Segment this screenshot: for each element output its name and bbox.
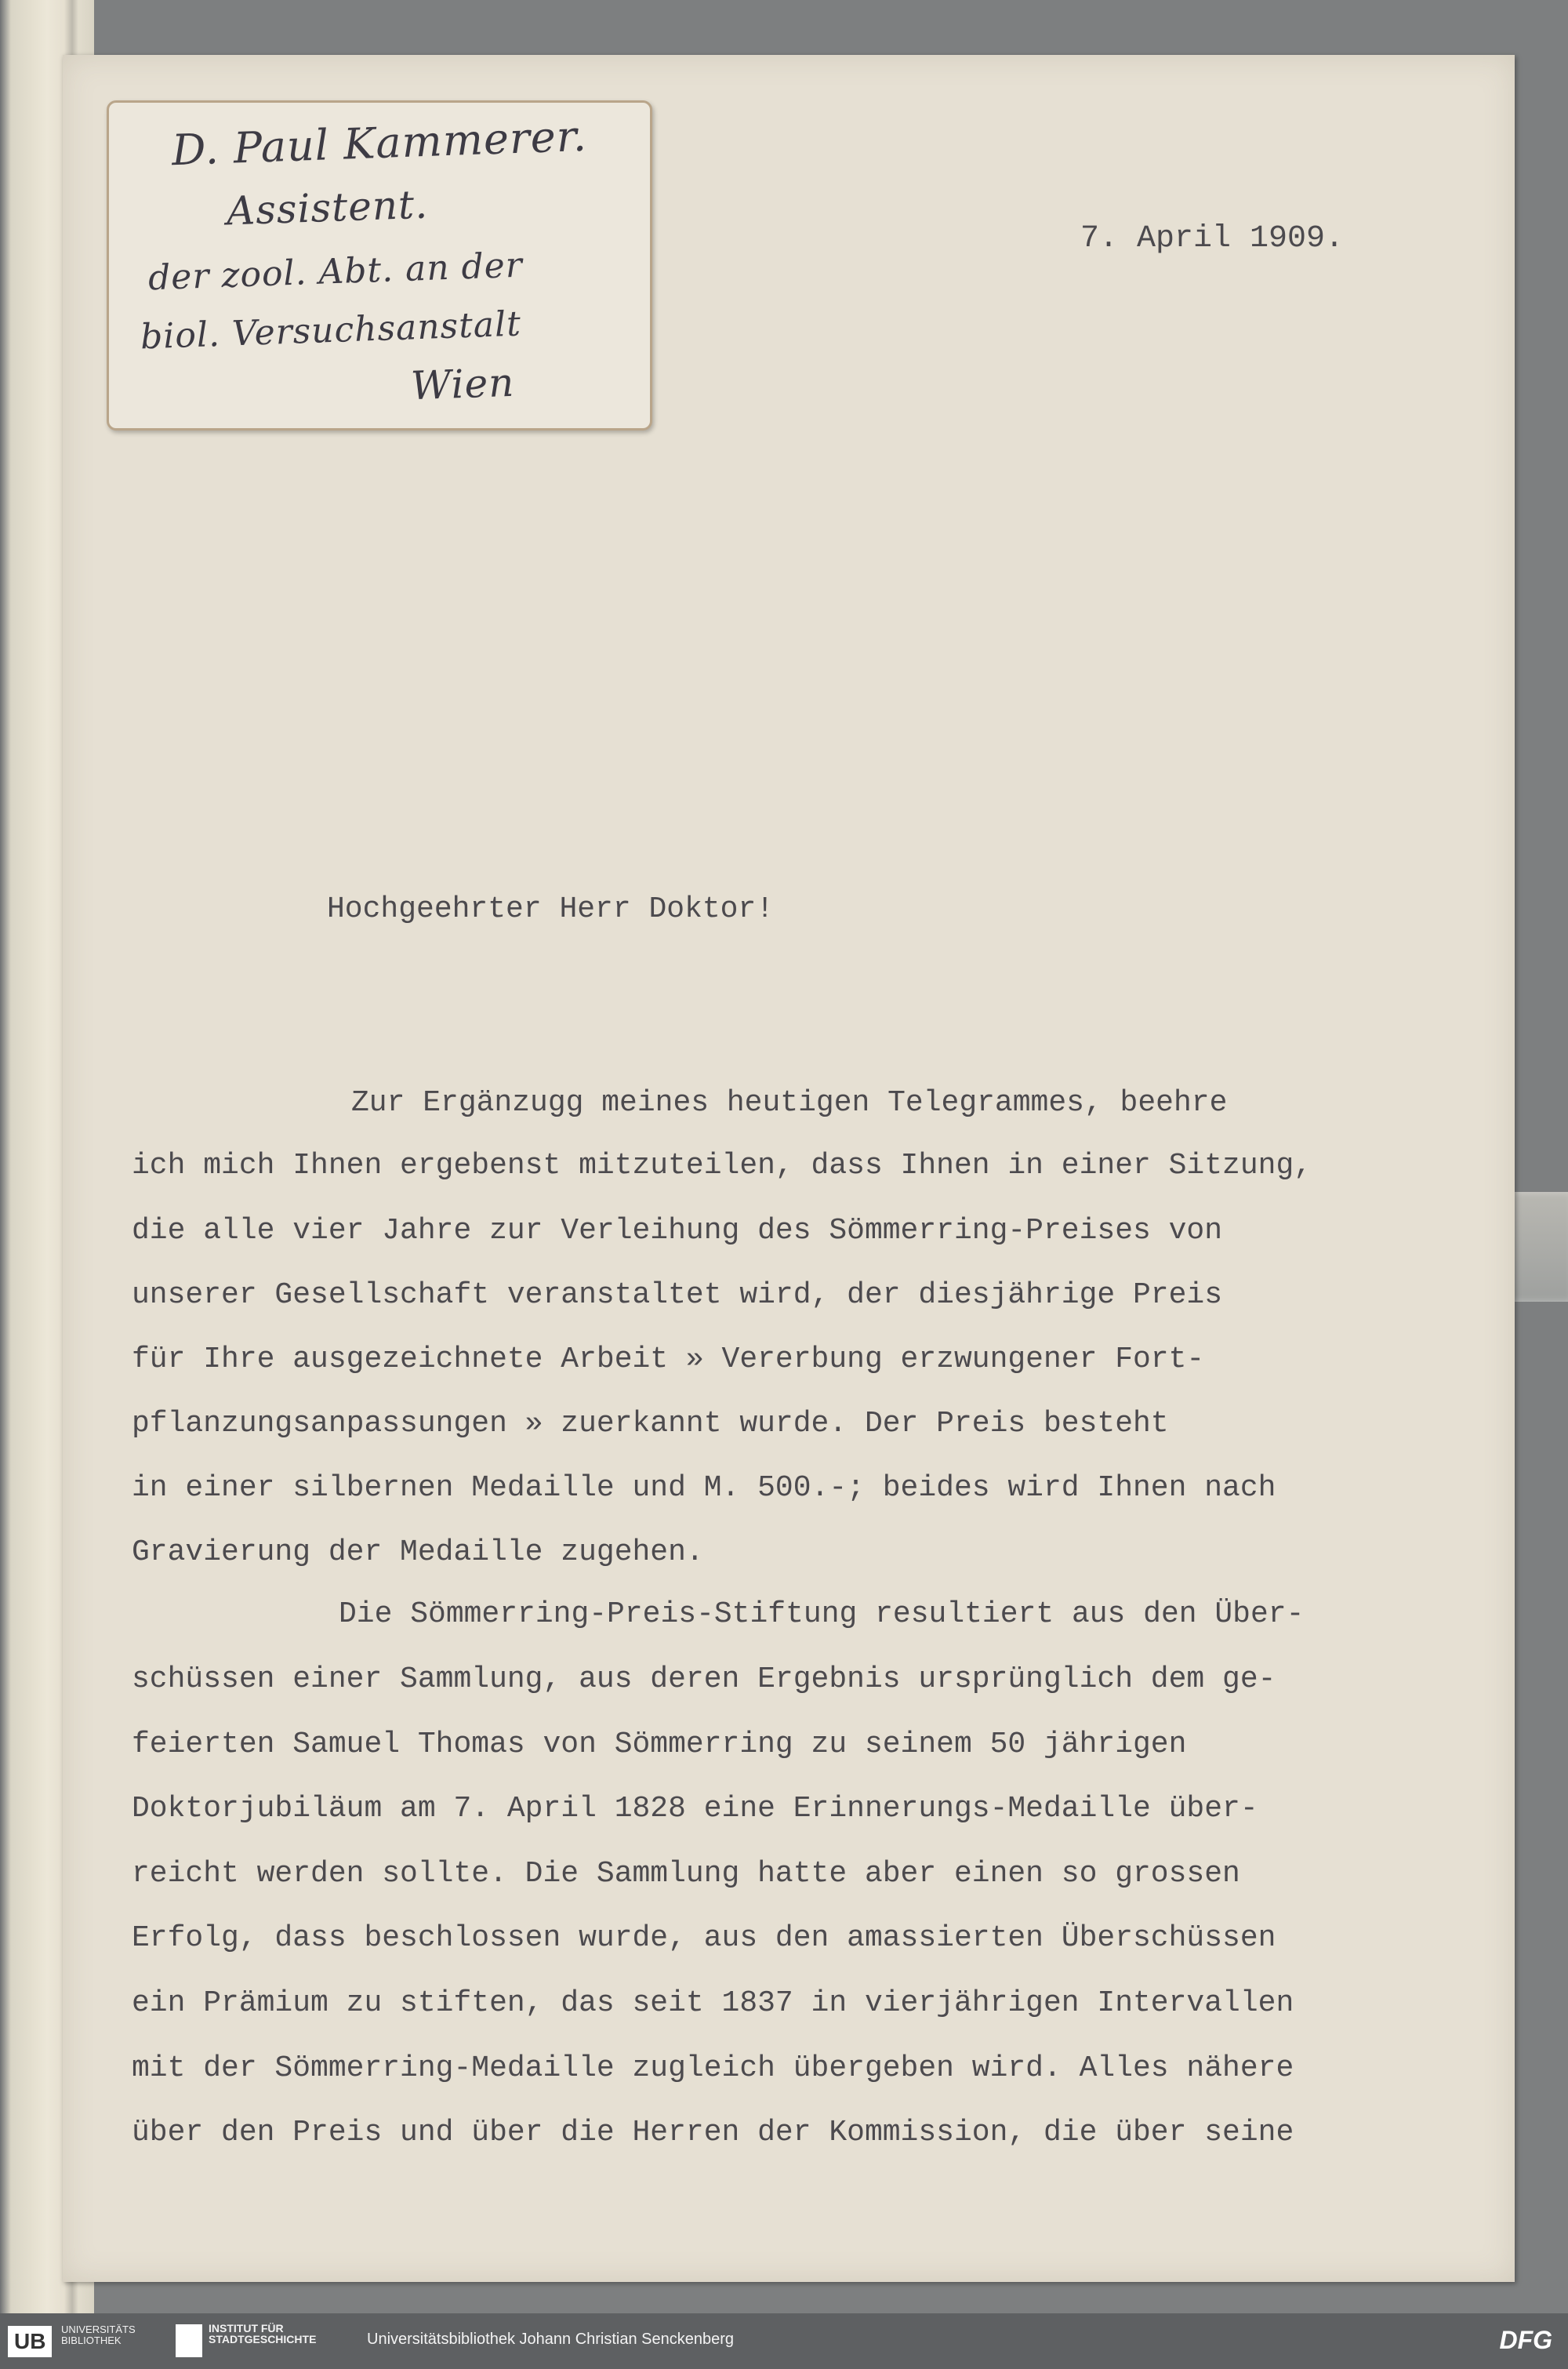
- letter-date: 7. April 1909.: [1080, 221, 1345, 256]
- body-line-12: Doktorjubiläum am 7. April 1828 eine Erinnerungs-Medaille über-: [132, 1792, 1258, 1826]
- library-name: Universitätsbibliothek Johann Christian Senckenberg: [367, 2331, 735, 2348]
- dfg-logo: DFG: [1499, 2326, 1552, 2354]
- ub-logo-subtitle: UNIVERSITÄTS BIBLIOTHEK: [61, 2324, 136, 2346]
- body-line-3: die alle vier Jahre zur Verleihung des Sömmerring-Preises von: [132, 1214, 1223, 1248]
- letter-salutation: Hochgeehrter Herr Doktor!: [327, 892, 775, 926]
- body-line-7: in einer silbernen Medaille und M. 500.-; beides wird Ihnen nach: [132, 1471, 1276, 1505]
- card-line-5: Wien: [410, 359, 516, 409]
- body-line-11: feierten Samuel Thomas von Sömmerring zu seinem 50 jährigen: [132, 1728, 1187, 1761]
- body-line-16: mit der Sömmerring-Medaille zugleich übergeben wird. Alles nähere: [132, 2051, 1294, 2085]
- body-line-4: unserer Gesellschaft veranstaltet wird, der diesjährige Preis: [132, 1278, 1223, 1312]
- body-line-13: reicht werden sollte. Die Sammlung hatte aber einen so grossen: [132, 1857, 1240, 1891]
- body-line-10: schüssen einer Sammlung, aus deren Ergebnis ursprünglich dem ge-: [132, 1662, 1276, 1696]
- card-line-4: biol. Versuchsanstalt: [140, 303, 522, 358]
- card-line-1: D. Paul Kammerer.: [171, 111, 588, 176]
- body-line-1: Zur Ergänzugg meines heutigen Telegrammes, beehre: [351, 1086, 1228, 1120]
- body-line-17: über den Preis und über die Herren der Kommission, die über seine: [132, 2116, 1294, 2149]
- card-line-2: Assistent.: [226, 181, 429, 234]
- isg-logo-subtitle: INSTITUT FÜR STADTGESCHICHTE: [209, 2322, 317, 2345]
- body-line-6: pflanzungsanpassungen » zuerkannt wurde. Der Preis besteht: [132, 1407, 1169, 1441]
- body-line-14: Erfolg, dass beschlossen wurde, aus den amassierten Überschüssen: [132, 1921, 1276, 1955]
- body-line-8: Gravierung der Medaille zugehen.: [132, 1535, 704, 1569]
- ub-logo: UB: [8, 2326, 52, 2357]
- body-line-2: ich mich Ihnen ergebenst mitzuteilen, dass Ihnen in einer Sitzung,: [132, 1149, 1312, 1183]
- handwritten-note-card: [107, 100, 652, 431]
- isg-logo-icon: [176, 2324, 202, 2357]
- body-line-9: Die Sömmerring-Preis-Stiftung resultiert aus den Über-: [339, 1597, 1305, 1631]
- body-line-5: für Ihre ausgezeichnete Arbeit » Vererbung erzwungener Fort-: [132, 1343, 1205, 1376]
- body-line-15: ein Prämium zu stiften, das seit 1837 in vierjährigen Intervallen: [132, 1986, 1294, 2020]
- footer-bar: [0, 2313, 1568, 2369]
- card-line-3: der zool. Abt. an der: [147, 245, 524, 299]
